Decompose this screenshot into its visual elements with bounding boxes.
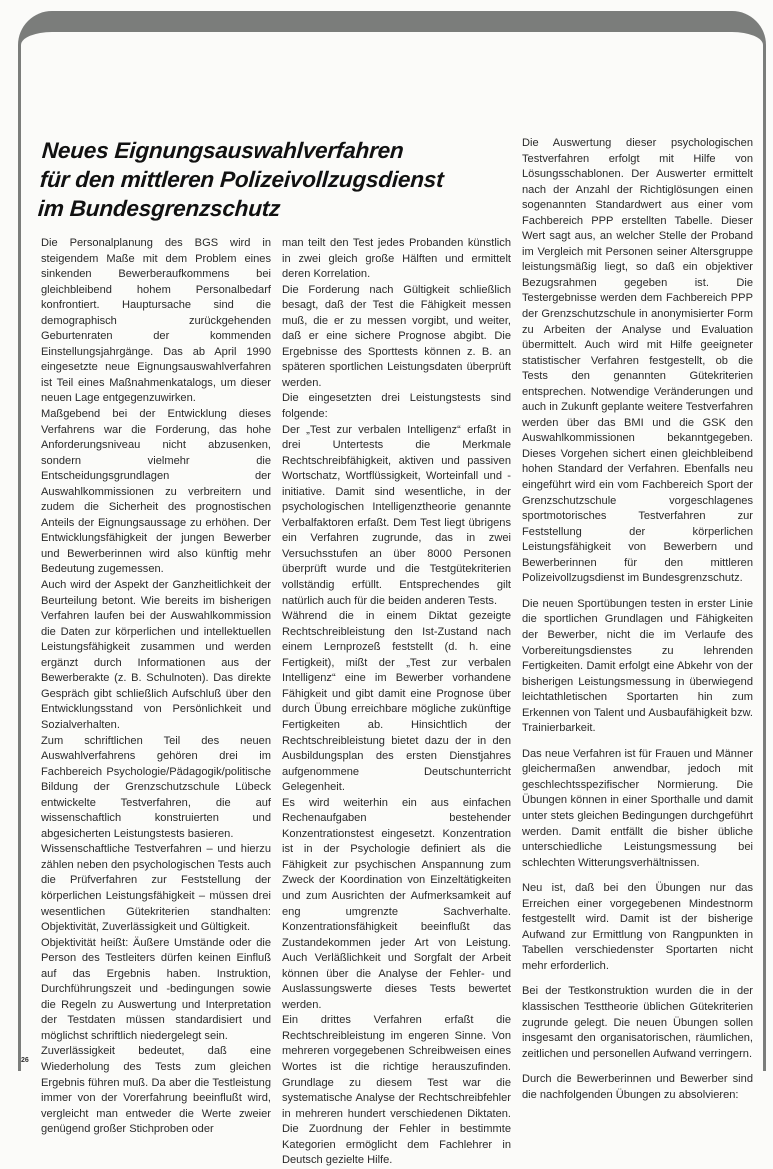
paragraph: Neu ist, daß bei den Übungen nur das Erreichen einer vorgegebenen Mindestnorm festgestellt wird. Damit ist der bisherige Aufwand zur Ermittlung von Rangpunkten in Tabellen verschiedenster Sportarten nicht mehr erforderlich. [522, 882, 753, 972]
paragraph: Die neuen Sportübungen testen in erster Linie die sportlichen Grundlagen und Fähigkeiten der Bewerber, nicht die im Verlaufe des Vorbereitungsdienstes zu lehrenden Fertigkeiten. Damit erfolgt eine Abkehr von der bisherigen Leistungsmessung in überwiegend leichtathletischen Sportarten hin zum Erkennen von Talent und Ausbaufähigkeit bzw. Trainierbarkeit. [522, 597, 753, 735]
paragraph: Bei der Testkonstruktion wurden die in der klassischen Testtheorie üblichen Gütekriterien zugrunde gelegt. Die neuen Übungen sollen insgesamt den organisatorischen, räumlichen, zeitlichen und personellen Aufwand verringern. [522, 985, 753, 1060]
paragraph: Zum schriftlichen Teil des neuen Auswahlverfahrens gehören drei im Fachbereich Psychologie/Pädagogik/politische Bildung der Grenzschutzschule Lübeck entwickelte Testverfahren, die auf wissenschaftlich konstruierten und abgesicherten Leistungstests basieren. [41, 734, 271, 840]
paragraph: Der „Test zur verbalen Intelligenz“ erfaßt in drei Untertests die Merkmale Rechtschreibfähigkeit, aktiven und passiven Wortschatz, Wortflüssigkeit, Worteinfall und -initiative. Damit sind wesentliche, in der psychologischen Intelligenztheorie genannte Verbalfaktoren erfaßt. Dem Test liegt übrigens ein Verfahren zugrunde, das in zwei Versuchsstufen an über 8000 Personen überprüft wurde und die Testgütekriterien vollständig erfüllt. Entsprechendes gilt natürlich auch für die beiden anderen Tests. [282, 423, 511, 607]
text-column-1 [41, 236, 271, 1138]
paragraph: Es wird weiterhin ein aus einfachen Rechenaufgaben bestehender Konzentrationstest eingesetzt. Konzentration ist in der Psychologie definiert als die Fähigkeit zur psychischen Anspannung zum Zweck der Koordination von Einzeltätigkeiten und zum Ausrichten der Aufmerksamkeit auf eng umgrenzte Sachverhalte. Konzentrationsfähigkeit beeinflußt das Zustandekommen jeder Art von Leistung. Auch Verläßlichkeit und Sorgfalt der Arbeit können über die Analyse der Fehler- und Auslassungswerte dieses Tests bewertet werden. [282, 796, 511, 1011]
paragraph: Zuverlässigkeit bedeutet, daß eine Wiederholung des Tests zum gleichen Ergebnis führen muß. Da aber die Testleistung immer von der Vorerfahrung beeinflußt wird, vergleicht man entweder die Werte zweier genügend großer Stichproben oder [41, 1045, 271, 1136]
title-line: im Bundesgrenzschutz [37, 196, 282, 221]
paragraph: Die Personalplanung des BGS wird in steigendem Maße mit dem Problem eines sinkenden Bewerberaufkommens bei gleichbleibend hohem Personalbedarf konfrontiert. Hauptursache sind die demographisch zurückgehenden Geburtenraten der kommenden Einstellungsjahrgänge. Das ab April 1990 eingesetzte neue Eignungsauswahlverfahren ist Teil eines Maßnahmenkatalogs, um dieser neuen Lage entgegenzuwirken. [41, 237, 271, 405]
text-column-2 [282, 236, 511, 1169]
article-title [37, 136, 523, 223]
paragraph: Durch die Bewerberinnen und Bewerber sind die nachfolgenden Übungen zu absolvieren: [522, 1073, 753, 1101]
page-number: 26 [21, 1057, 29, 1064]
paragraph: Auch wird der Aspekt der Ganzheitlichkeit der Beurteilung betont. Wie bereits im bisherigen Verfahren laufen bei der Auswahlkommission die Daten zur körperlichen und intellektuellen Leistungsfähigkeit zusammen und werden ergänzt durch Informationen aus der Bewerberakte (z. B. Schulnoten). Das direkte Gespräch gibt schließlich Aufschluß über den Entwicklungsstand von Persönlichkeit und Sozialverhalten. [41, 579, 271, 731]
paragraph: Ein drittes Verfahren erfaßt die Rechtschreibleistung im engeren Sinne. Von mehreren vorgegebenen Schreibweisen eines Wortes ist die richtige herauszufinden. Grundlage zu diesem Test war die systematische Analyse der Rechtschreibfehler in mehreren hundert verschiedenen Diktaten. Die Zuordnung der Fehler in bestimmte Kategorien ermöglicht dem Fachlehrer in Deutsch gezielte Hilfe. [282, 1014, 511, 1167]
paragraph: Das neue Verfahren ist für Frauen und Männer gleichermaßen anwendbar, jedoch mit geschlechtsspezifischer Normierung. Die Übungen können in einer Sporthalle und damit unter stets gleichen Bedingungen durchgeführt werden. Damit entfällt die bisher übliche unterschiedliche Leistungsmessung bei schlechten Witterungsverhältnissen. [522, 747, 753, 869]
paragraph: Objektivität heißt: Äußere Umstände oder die Person des Testleiters dürfen keinen Einfluß auf das Ergebnis haben. Instruktion, Durchführungszeit und -bedingungen sowie die Regeln zu Auswertung und Interpretation der Testdaten müssen standardisiert und möglichst schriftlich niedergelegt sein. [41, 936, 271, 1042]
title-line: Neues Eignungsauswahlverfahren [41, 138, 405, 163]
paragraph: Maßgebend bei der Entwicklung dieses Verfahrens war die Forderung, das hohe Anforderungsniveau nicht abzusenken, sondern vielmehr die Entscheidungsgrundlagen der Auswahlkommissionen zu verbreitern und zudem die Sicherheit des prognostischen Anteils der Eignungsaussage zu erhöhen. Der Entwicklungsfähigkeit der jungen Bewerber und Bewerberinnen wird also künftig mehr Bedeutung zugemessen. [41, 408, 271, 576]
paragraph: Die eingesetzten drei Leistungstests sind folgende: [282, 392, 511, 421]
paragraph: Während die in einem Diktat gezeigte Rechtschreibleistung den Ist-Zustand nach einem Lernprozeß feststellt (d. h. eine Fertigkeit), mißt der „Test zur verbalen Intelligenz“ eine im Bewerber vorhandene Fähigkeit und gibt damit eine Prognose über durch Übung erreichbare mögliche zukünftige Fertigkeiten ab. Hinsichtlich der Rechtschreibleistung bietet dazu der in den Ausbildungsplan des ersten Dienstjahres aufgenommene Deutschunterricht Gelegenheit. [282, 610, 511, 794]
paragraph: Wissenschaftliche Testverfahren – und hierzu zählen neben den psychologischen Tests auch die Prüfverfahren zur Feststellung der körperlichen Leistungsfähigkeit – müssen drei wesentlichen Gütekriterien standhalten: Objektivität, Zuverlässigkeit und Gültigkeit. [41, 843, 271, 934]
paragraph: Die Auswertung dieser psychologischen Testverfahren erfolgt mit Hilfe von Lösungsschablonen. Der Auswerter ermittelt nach der Anzahl der Richtiglösungen einen sogenannten Standardwert aus einer vom Fachbereich PPP erstellten Tabelle. Dieser Wert sagt aus, an welcher Stelle der Proband im Vergleich mit Personen seiner Altersgruppe leistungsmäßig liegt, so daß ein objektiver Bezugsrahmen gegeben ist. Die Testergebnisse werden dem Fachbereich PPP der Grenzschutzschule in anonymisierter Form zu Arbeiten der Analyse und Evaluation übermittelt. Auch wird mit Hilfe geeigneter statistischer Verfahren festgestellt, ob die Tests den genannten Gütekriterien entsprechen. Notwendige Veränderungen und auch in Zukunft geplante weitere Testverfahren werden über das BMI und die GSK den Auswahlkommissionen bekanntgegeben. Dieses Vorgehen sichert einen gleichbleibend hohen Standard der Verfahren. Ebenfalls neu eingeführt wird ein vom Fachbereich Sport der Grenzschutzschule vorgeschlagenes sportmotorisches Testverfahren zur Feststellung der körperlichen Leistungsfähigkeit von Bewerbern und Bewerberinnen für den mittleren Polizeivollzugsdienst im Bundesgrenzschutz. [522, 137, 753, 585]
paragraph: Die Forderung nach Gültigkeit schließlich besagt, daß der Test die Fähigkeit messen muß, die er zu messen vorgibt, und weiter, daß er eine sichere Prognose abgibt. Die Ergebnisse des Sporttests können z. B. an späteren sportlichen Leistungsdaten überprüft werden. [282, 283, 511, 389]
text-column-3 [522, 136, 753, 1103]
title-line: für den mittleren Polizeivollzugsdienst [39, 167, 445, 192]
paragraph: man teilt den Test jedes Probanden künstlich in zwei gleich große Hälften und ermittelt deren Korrelation. [282, 237, 511, 281]
